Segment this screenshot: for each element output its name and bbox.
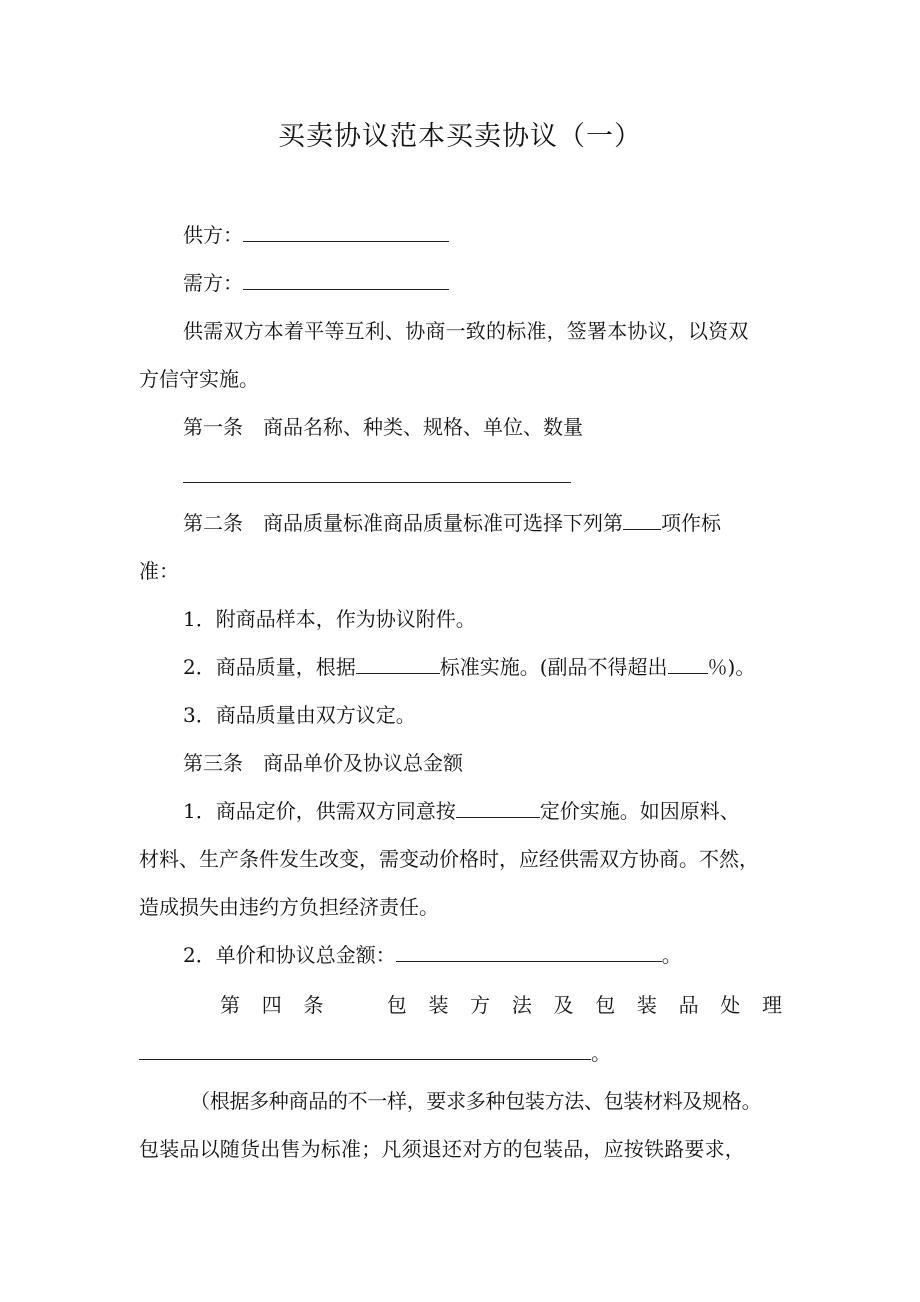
article-4-char: 装: [636, 993, 657, 1017]
article-4-char: 第: [220, 993, 240, 1017]
article-3-item-1: [183, 798, 740, 824]
article-2-item-1: 1．附商品样本，作为协议附件。: [183, 607, 476, 631]
article-4-char: 处: [720, 993, 741, 1017]
buyer-label: 需方：: [183, 271, 243, 295]
percentage-blank: [668, 655, 708, 674]
article-4-blank-line: [139, 1040, 611, 1066]
article-4-char: 包: [595, 993, 616, 1017]
article-2-item-2: [183, 654, 755, 680]
article-3-item-2-end: 。: [661, 943, 682, 967]
article-4-char: 及: [553, 993, 574, 1017]
document-title: 买卖协议范本买卖协议（一）: [278, 121, 642, 152]
article-4-char: 品: [678, 993, 699, 1017]
article-3-title: 第三条 商品单价及协议总金额: [183, 751, 463, 775]
article-2-item-2-text-b: 标准实施。(副品不得超出: [439, 655, 668, 679]
intro-line-2: 方信守实施。: [139, 367, 259, 391]
pricing-blank: [456, 799, 540, 818]
article-3-item-1-text-a: 1．商品定价，供需双方同意按: [183, 799, 456, 823]
article-2-item-2-text-a: 2．商品质量，根据: [183, 655, 356, 679]
article-2-text-a: 第二条 商品质量标准商品质量标准可选择下列第: [183, 511, 623, 535]
article-4-char: 理: [761, 993, 782, 1017]
article-4-char: 四: [261, 993, 282, 1017]
article-2-line-2: 准：: [139, 559, 179, 583]
article-1-title: 第一条 商品名称、种类、规格、单位、数量: [183, 415, 583, 439]
note-line-1: （根据多种商品的不一样，要求多种包装方法、包装材料及规格。: [190, 1089, 762, 1113]
buyer-line: [183, 270, 449, 296]
article-4-char: 装: [428, 993, 449, 1017]
article-3-item-2-label: 2．单价和协议总金额：: [183, 943, 396, 967]
total-amount-blank: [396, 943, 662, 962]
article-2-text-b: 项作标: [661, 511, 721, 535]
article-2-line-1: [183, 510, 721, 536]
article-2-item-blank: [623, 511, 661, 530]
article-4-char: 法: [511, 993, 532, 1017]
quality-standard-blank: [356, 655, 440, 674]
supplier-label: 供方：: [183, 223, 243, 247]
article-2-item-3: 3．商品质量由双方议定。: [183, 703, 416, 727]
intro-line-1: 供需双方本着平等互利、协商一致的标准，签署本协议，以资双: [183, 319, 749, 343]
article-4-char: 包: [386, 993, 407, 1017]
article-4-char: 条: [303, 993, 324, 1017]
article-2-item-2-text-c: ％)。: [707, 655, 756, 679]
supplier-line: [183, 222, 449, 248]
article-4-char: 方: [470, 993, 491, 1017]
supplier-blank: [243, 223, 449, 242]
article-3-item-1-line-2: 材料、生产条件发生改变，需变动价格时，应经供需双方协商。不然，: [139, 847, 759, 871]
article-4-end: 。: [591, 1041, 611, 1065]
packaging-blank: [139, 1041, 591, 1060]
article-4-gap: [345, 992, 365, 1018]
article-3-item-1-line-3: 造成损失由违约方负担经济责任。: [139, 895, 439, 919]
article-1-blank: [183, 482, 571, 483]
article-3-item-1-text-b: 定价实施。如因原料、: [539, 799, 740, 823]
article-4-title: [220, 992, 782, 1018]
note-line-2: 包装品以随货出售为标准；凡须退还对方的包装品，应按铁路要求，: [139, 1137, 745, 1161]
article-3-item-2: [183, 942, 682, 968]
buyer-blank: [243, 271, 449, 290]
